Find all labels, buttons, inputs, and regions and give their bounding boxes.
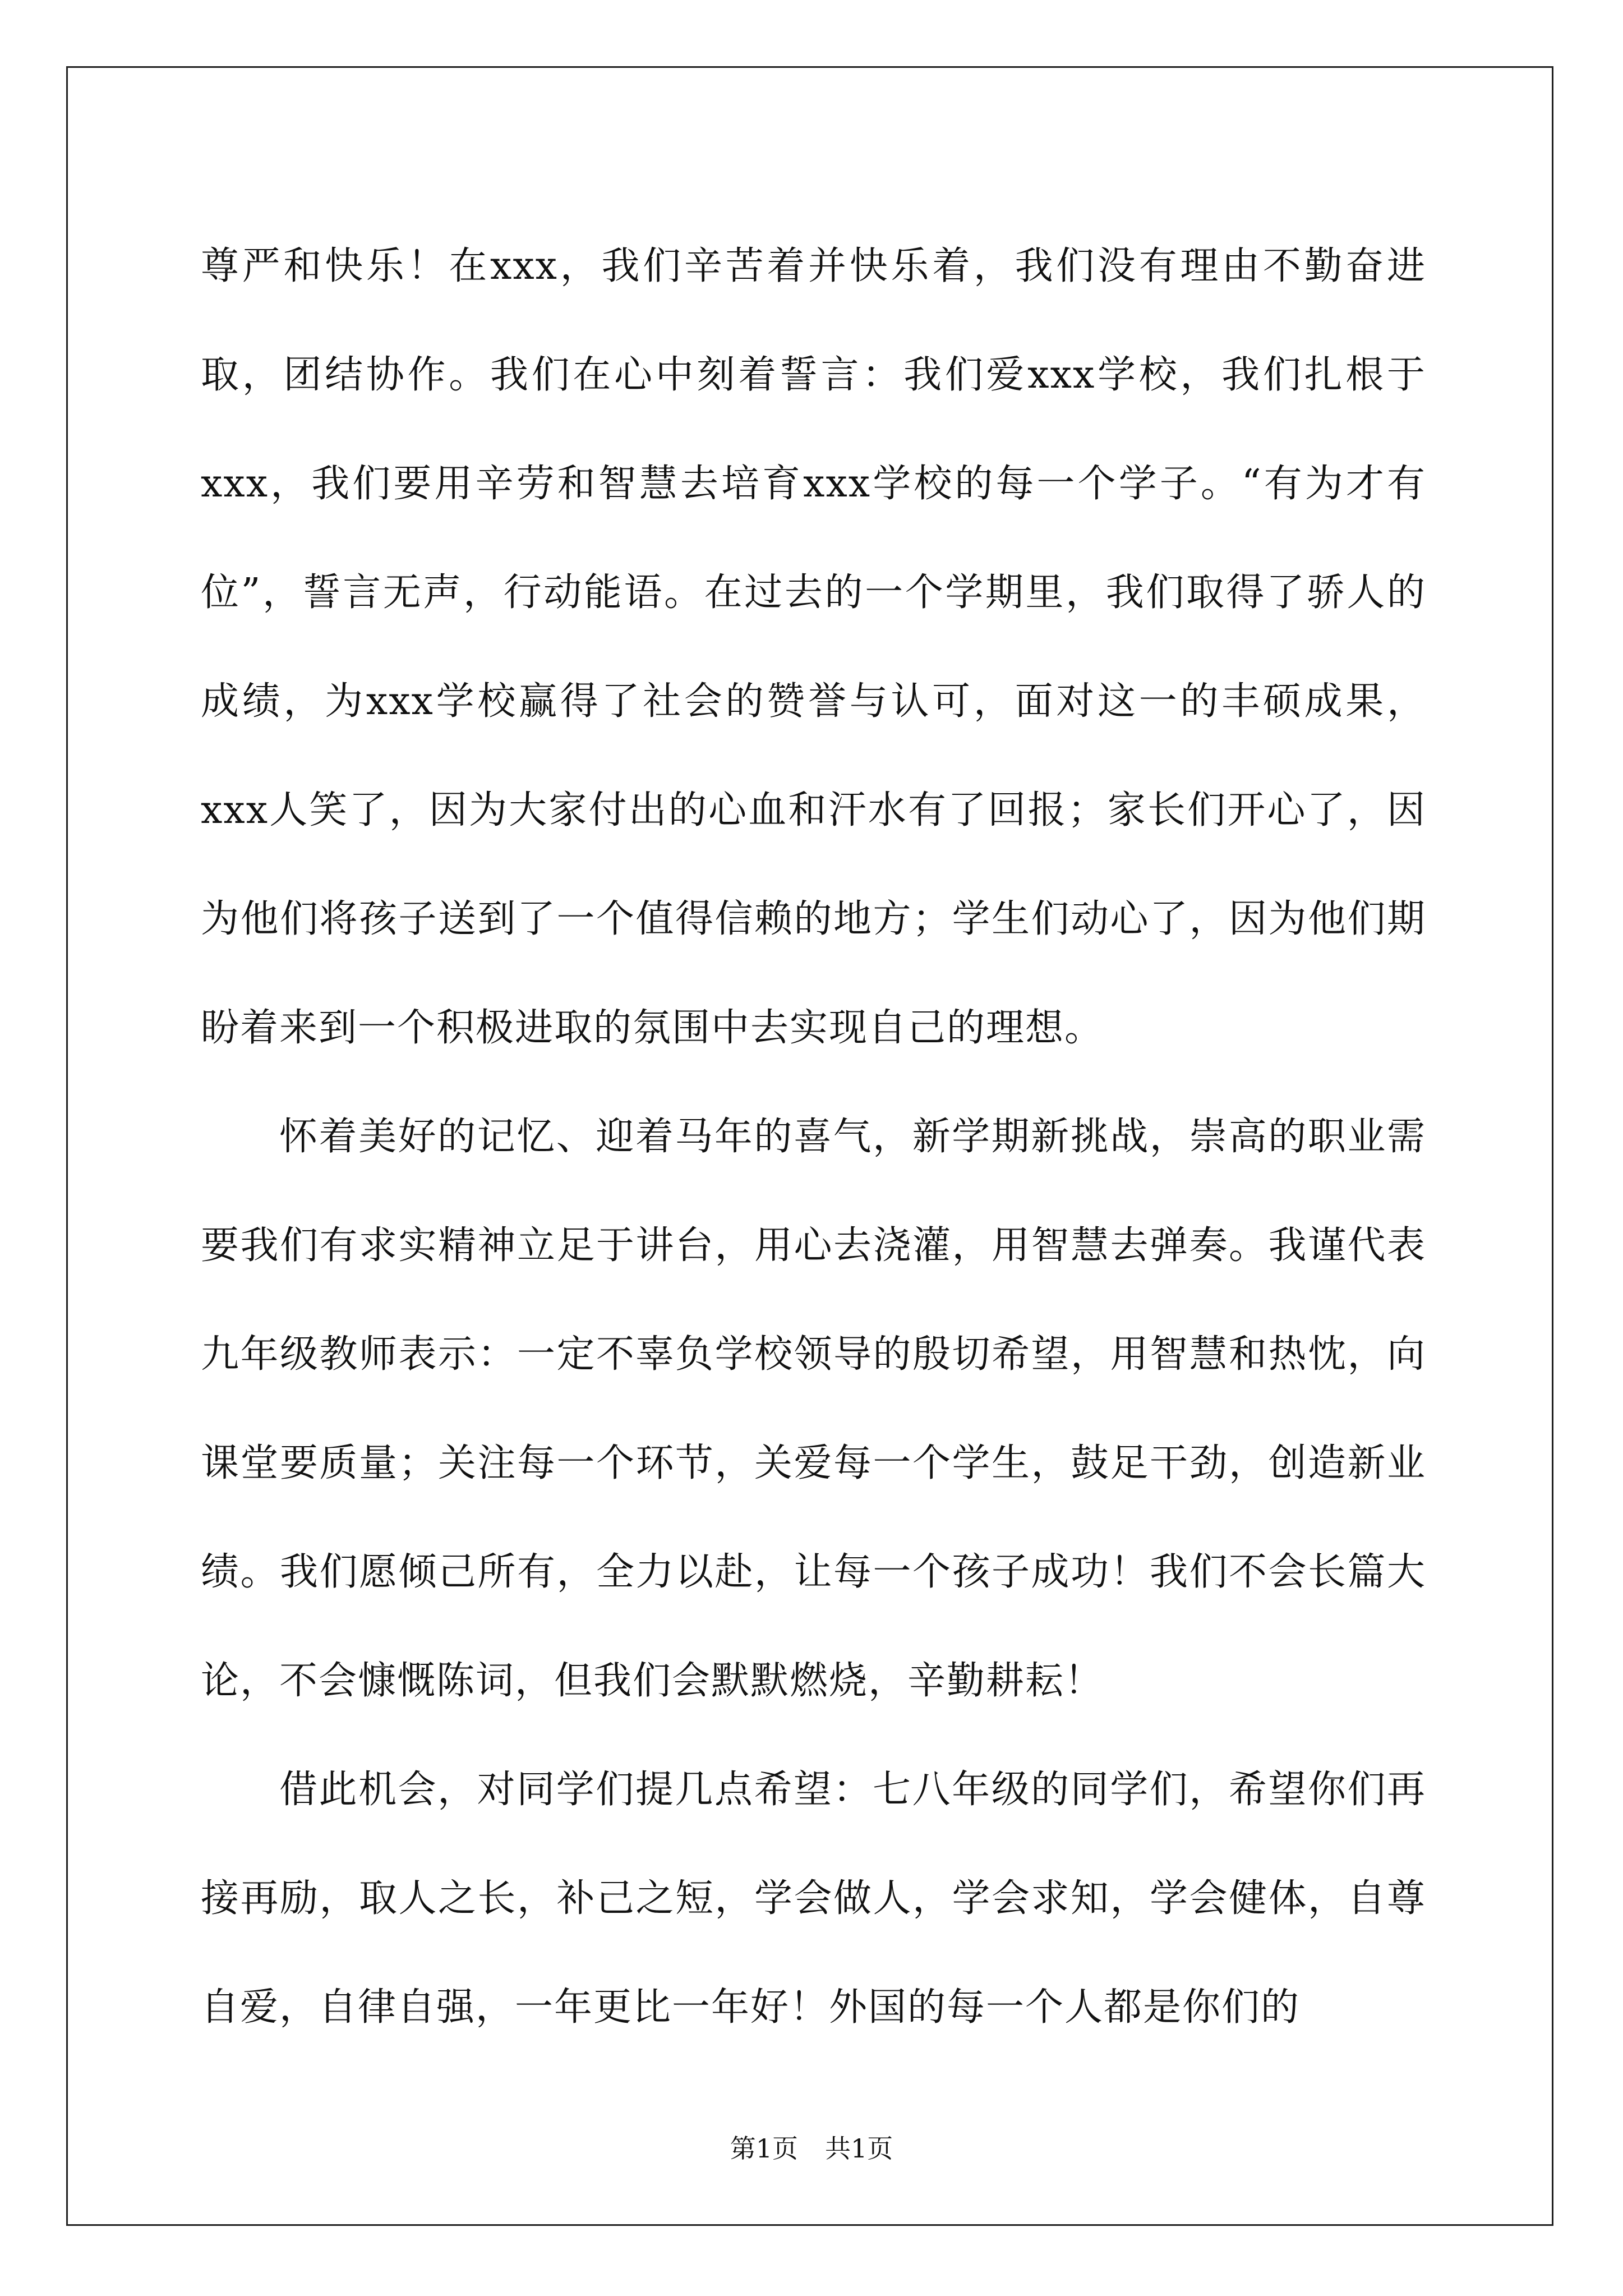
paragraph-1: 尊严和快乐！在xxx，我们辛苦着并快乐着，我们没有理由不勤奋进取，团结协作。我们在心中刻着誓言：我们爱xxx学校，我们扎根于xxx，我们要用辛劳和智慧去培育xxx学校的每一个学子。“有为才有位”，誓言无声，行动能语。在过去的一个学期里，我们取得了骄人的成绩，为xxx学校赢得了社会的赞誉与认可，面对这一的丰硕成果，xxx人笑了，因为大家付出的心血和汗水有了回报；家长们开心了，因为他们将孩子送到了一个值得信赖的地方；学生们动心了，因为他们期盼着来到一个积极进取的氛围中去实现自己的理想。 [201,244,1426,1050]
page-total: 共1页 [825,2133,893,2164]
paragraph-3: 借此机会，对同学们提几点希望：七八年级的同学们，希望你们再接再励，取人之长，补己之短，学会做人，学会求知，学会健体，自尊自爱，自律自强，一年更比一年好！外国的每一个人都是你们的 [201,1768,1426,2030]
document-body [201,212,1426,2062]
page-footer [0,2132,1623,2165]
page-number: 第1页 [730,2133,798,2164]
paragraph-2: 怀着美好的记忆、迎着马年的喜气，新学期新挑战，崇高的职业需要我们有求实精神立足于讲台，用心去浇灌，用智慧去弹奏。我谨代表九年级教师表示：一定不辜负学校领导的殷切希望，用智慧和热忱，向课堂要质量；关注每一个环节，关爱每一个学生，鼓足干劲，创造新业绩。我们愿倾己所有，全力以赴，让每一个孩子成功！我们不会长篇大论，不会慷慨陈词，但我们会默默燃烧，辛勤耕耘！ [201,1115,1426,1703]
